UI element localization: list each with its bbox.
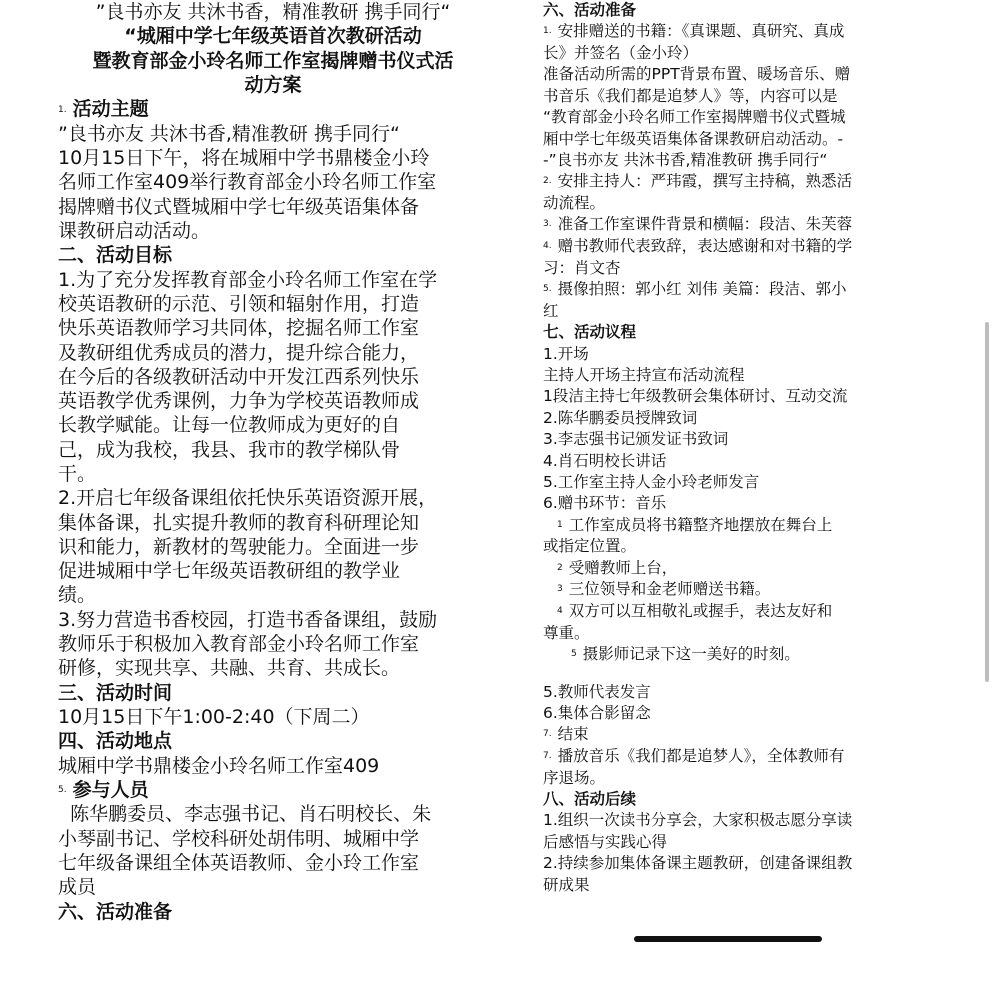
agenda-item	[543, 746, 915, 768]
agenda-item	[543, 472, 915, 493]
line-text: 6.集体合影留念	[543, 704, 651, 723]
line-text: 序退场。	[543, 768, 606, 787]
section-3-line: 10月15日下午1:00-2:40（下周二）	[58, 705, 370, 728]
line-text: 尊重。	[543, 623, 590, 642]
section-8-line: 后感悟与实践心得	[543, 832, 668, 851]
preparation-line	[543, 258, 915, 279]
doc-title-line-3: 动方案	[244, 73, 302, 96]
section-6-heading: 六、活动准备	[543, 1, 637, 19]
home-indicator[interactable]	[634, 936, 822, 942]
agenda-item	[543, 386, 915, 407]
agenda-item	[543, 536, 915, 557]
line-text: 书音乐《我们都是追梦人》等，内容可以是	[543, 86, 838, 105]
line-text: 工作室成员将书籍整齐地摆放在舞台上	[568, 515, 833, 534]
line-text: 1.开场	[543, 344, 589, 363]
list-number: 7.	[543, 751, 552, 762]
section-5-heading	[58, 778, 488, 803]
preparation-line	[543, 21, 915, 43]
section-6-heading: 六、活动准备	[58, 900, 173, 923]
agenda-item	[543, 408, 915, 429]
list-number: 1.	[543, 26, 552, 37]
preparation-line	[543, 214, 915, 236]
section-2-line: 集体备课，扎实提升教师的教育科研理论知	[58, 511, 420, 534]
list-number: 2.	[543, 176, 552, 187]
line-text: 红	[543, 301, 559, 320]
section-1-line: ”良书亦友 共沐书香,精准教研 携手同行“	[58, 122, 400, 145]
preparation-line	[543, 171, 915, 193]
agenda-item	[543, 623, 915, 644]
scrollbar[interactable]	[985, 322, 989, 682]
line-text: 或指定位置。	[543, 537, 637, 556]
line-text: 摄影师记录下这一美好的时刻。	[582, 645, 800, 664]
line-text: 播放音乐《我们都是追梦人》，全体教师有	[557, 747, 845, 766]
line-text: 动流程。	[543, 194, 606, 213]
agenda-item	[543, 644, 915, 666]
section-2-heading: 二、活动目标	[58, 244, 173, 267]
doc-title-line-2: 暨教育部金小玲名师工作室揭牌赠书仪式活	[92, 49, 454, 72]
agenda-item	[543, 365, 915, 386]
agenda-gap	[543, 666, 915, 682]
section-2-line: 及教研组优秀成员的潜力，提升综合能力，	[58, 341, 420, 364]
agenda-item	[543, 429, 915, 450]
section-1-line: 课教研启动活动。	[58, 220, 211, 243]
line-text: 厢中学七年级英语集体备课教研启动活动。-	[543, 129, 844, 148]
agenda-item	[543, 515, 915, 537]
section-5-label: 参与人员	[72, 778, 149, 801]
section-1-heading	[58, 97, 488, 122]
section-2-line: 2.开启七年级备课组依托快乐英语资源开展，	[58, 487, 438, 510]
left-column	[58, 0, 488, 924]
section-8-line: 研成果	[543, 875, 590, 894]
section-5-line: 陈华鹏委员、李志强书记、肖石明校长、朱	[58, 803, 432, 826]
line-text: 安排主持人：严玮霞，撰写主持稿，熟悉活	[557, 172, 853, 191]
preparation-line	[543, 150, 915, 171]
section-1-line: 名师工作室409举行教育部金小玲名师工作室	[58, 171, 437, 194]
agenda-list	[543, 344, 915, 666]
section-1-number: 1.	[58, 104, 67, 115]
section-2-line: 教师乐于积极加入教育部金小玲名师工作室	[58, 633, 420, 656]
list-number: 2	[557, 562, 563, 573]
preparation-line	[543, 107, 915, 128]
preparation-line	[543, 279, 915, 301]
line-text: 4.肖石明校长讲话	[543, 451, 667, 470]
list-number: 5.	[543, 284, 552, 295]
agenda-item	[543, 451, 915, 472]
section-2-line: 干。	[58, 462, 97, 485]
line-text: 结束	[557, 725, 589, 744]
line-text: 主持人开场主持宣布活动流程	[543, 365, 745, 384]
right-column	[543, 0, 915, 896]
section-5-number: 5.	[58, 785, 67, 796]
preparation-line	[543, 129, 915, 150]
section-2-line: 研修，实现共享、共融、共育、共成长。	[58, 657, 401, 680]
list-number: 7.	[543, 729, 552, 740]
section-2-line: 己，成为我校，我县、我市的教学梯队骨	[58, 438, 401, 461]
section-2-line: 1.为了充分发挥教育部金小玲名师工作室在学	[58, 268, 438, 291]
line-text: 长》并签名（金小玲）	[543, 44, 699, 63]
list-number: 1	[557, 519, 563, 530]
section-2-line: 英语教学优秀课例，力争为学校英语教师成	[58, 390, 420, 413]
section-2-line: 长教学赋能。让每一位教师成为更好的自	[58, 414, 401, 437]
line-text: 准备活动所需的PPT背景布置、暖场音乐、赠	[543, 65, 851, 84]
list-number: 4	[557, 606, 563, 616]
line-text: 安排赠送的书籍：《真课题、真研究、真成	[557, 22, 845, 41]
line-text: 受赠教师上台，	[568, 558, 678, 577]
agenda-item	[543, 682, 915, 703]
list-number: 4.	[543, 241, 552, 252]
section-1-line: 10月15日下午，将在城厢中学书鼎楼金小玲	[58, 147, 430, 170]
line-text: 3.李志强书记颁发证书致词	[543, 430, 729, 449]
preparation-line	[543, 301, 915, 322]
line-text: 2.陈华鹏委员授牌致词	[543, 408, 698, 427]
agenda-list-continued	[543, 682, 915, 789]
section-3-heading: 三、活动时间	[58, 681, 173, 704]
agenda-item	[543, 344, 915, 365]
agenda-item	[543, 579, 915, 601]
agenda-item	[543, 703, 915, 724]
preparation-line	[543, 43, 915, 64]
preparation-line	[543, 236, 915, 258]
doc-slogan: ”良书亦友 共沐书香，精准教研 携手同行“	[95, 1, 451, 23]
line-text: 赠书教师代表致辞，表达感谢和对书籍的学	[557, 237, 853, 256]
preparation-line	[543, 64, 915, 85]
line-text: 准备工作室课件背景和横幅：段洁、朱芙蓉	[557, 215, 853, 234]
line-text: 1段洁主持七年级教研会集体研讨、互动交流	[543, 387, 848, 406]
section-8-heading: 八、活动后续	[543, 790, 637, 809]
section-2-line: 快乐英语教师学习共同体，挖掘名师工作室	[58, 317, 420, 340]
section-5-line: 成员	[58, 876, 97, 899]
line-text: 三位领导和金老师赠送书籍。	[568, 580, 771, 599]
section-8-line: 2.持续参加集体备课主题教研，创建备课组教	[543, 854, 853, 873]
line-text: 6.赠书环节：音乐	[543, 494, 667, 513]
agenda-item	[543, 724, 915, 746]
section-5-line: 七年级备课组全体英语教师、金小玲工作室	[58, 852, 420, 875]
section-2-line: 3.努力营造书香校园，打造书香备课组，鼓励	[58, 608, 438, 631]
list-number: 3.	[543, 219, 552, 230]
line-text: 5.教师代表发言	[543, 682, 651, 701]
line-text: “教育部金小玲名师工作室揭牌赠书仪式暨城	[543, 108, 846, 127]
agenda-item	[543, 493, 915, 514]
line-text: 双方可以互相敬礼或握手，表达友好和	[568, 602, 833, 621]
list-number: 3	[557, 584, 563, 595]
section-7-heading: 七、活动议程	[543, 323, 637, 342]
section-1-line: 揭牌赠书仪式暨城厢中学七年级英语集体备	[58, 195, 420, 218]
line-text: 习：肖文杏	[543, 258, 621, 277]
section-2-line: 校英语教研的示范、引领和辐射作用，打造	[58, 292, 420, 315]
agenda-item	[543, 558, 915, 580]
section-5-line: 小琴副书记、学校科研处胡伟明、城厢中学	[58, 827, 420, 850]
section-2-line: 促进城厢中学七年级英语教研组的教学业	[58, 560, 401, 583]
line-text: 摄像拍照：郭小红 刘伟 美篇：段洁、郭小	[557, 280, 847, 299]
section-4-line: 城厢中学书鼎楼金小玲名师工作室409	[58, 754, 380, 777]
section-4-heading: 四、活动地点	[58, 730, 173, 753]
list-number: 5	[571, 649, 577, 660]
section-6-body	[543, 21, 915, 322]
preparation-line	[543, 193, 915, 214]
preparation-line	[543, 86, 915, 107]
agenda-item	[543, 768, 915, 789]
section-2-line: 绩。	[58, 584, 97, 607]
agenda-item	[543, 601, 915, 623]
section-8-line: 1.组织一次读书分享会，大家积极志愿分享读	[543, 811, 853, 830]
line-text: 5.工作室主持人金小玲老师发言	[543, 472, 760, 491]
doc-title-line-1: “城厢中学七年级英语首次教研活动	[124, 25, 422, 48]
section-2-line: 在今后的各级教研活动中开发江西系列快乐	[58, 365, 420, 388]
section-1-label: 活动主题	[72, 98, 149, 121]
section-2-line: 识和能力，新教材的驾驶能力。全面进一步	[58, 535, 420, 558]
line-text: -”良书亦友 共沐书香,精准教研 携手同行“	[543, 151, 828, 170]
